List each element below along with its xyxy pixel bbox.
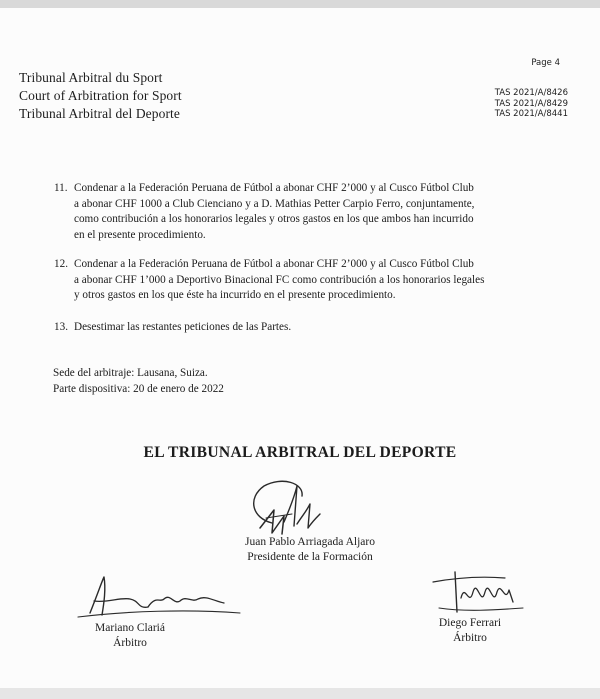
institution-line: Court of Arbitration for Sport [19, 88, 182, 103]
signatory-name: Diego Ferrari [438, 617, 502, 629]
document-page [0, 8, 600, 688]
institution-names [19, 69, 182, 123]
item-number: 12. [54, 258, 68, 270]
arbitrator-left-signature [68, 573, 248, 623]
item-line: y otros gastos en los que éste ha incurrido en el presente procedimiento. [74, 289, 396, 301]
case-numbers [495, 88, 568, 120]
signatory-role: Árbitro [113, 637, 147, 649]
item-line: Condenar a la Federación Peruana de Fútbol a abonar CHF 2’000 y al Cusco Fútbol Club [74, 258, 474, 270]
page-number: Page 4 [531, 58, 560, 68]
signatory-role: Árbitro [453, 632, 487, 644]
item-line: a abonar CHF 1000 a Club Cienciano y a D. Mathias Petter Carpio Ferro, conjuntamente, [74, 197, 475, 210]
item-line: como contribución a los honorarios legales y otros gastos en los que ambos han incurrido [74, 213, 474, 225]
signatory-name: Juan Pablo Arriagada Aljaro [245, 536, 375, 548]
case-number: TAS 2021/A/8429 [494, 98, 568, 109]
item-line: a abonar CHF 1’000 a Deportivo Binacional FC como contribución a los honorarios legales [74, 273, 485, 286]
signatory-role: Presidente de la Formación [247, 551, 373, 563]
case-number: TAS 2021/A/8426 [494, 88, 568, 98]
arbitrator-left-signature-block [55, 621, 205, 651]
item-number: 13. [54, 321, 68, 333]
signatory-name: Mariano Clariá [95, 622, 165, 634]
item-line: en el presente procedimiento. [74, 228, 206, 241]
seat-of-arbitration: Sede del arbitraje: Lausana, Suiza. [53, 367, 208, 379]
institution-line: Tribunal Arbitral du Sport [19, 70, 163, 85]
top-band [0, 0, 600, 8]
arbitrator-right-signature [425, 568, 535, 620]
case-number: TAS 2021/A/8441 [494, 109, 568, 119]
institution-line: Tribunal Arbitral del Deporte [19, 106, 180, 121]
arbitrator-right-signature-block [410, 616, 530, 646]
operative-part-date: Parte dispositiva: 20 de enero de 2022 [53, 383, 224, 395]
tribunal-heading: EL TRIBUNAL ARBITRAL DEL DEPORTE [143, 444, 457, 461]
item-number: 11. [54, 182, 68, 194]
president-signature-block [205, 535, 415, 565]
item-line: Desestimar las restantes peticiones de las Partes. [74, 321, 292, 333]
item-line: Condenar a la Federación Peruana de Fútbol a abonar CHF 2’000 y al Cusco Fútbol Club [74, 182, 474, 194]
